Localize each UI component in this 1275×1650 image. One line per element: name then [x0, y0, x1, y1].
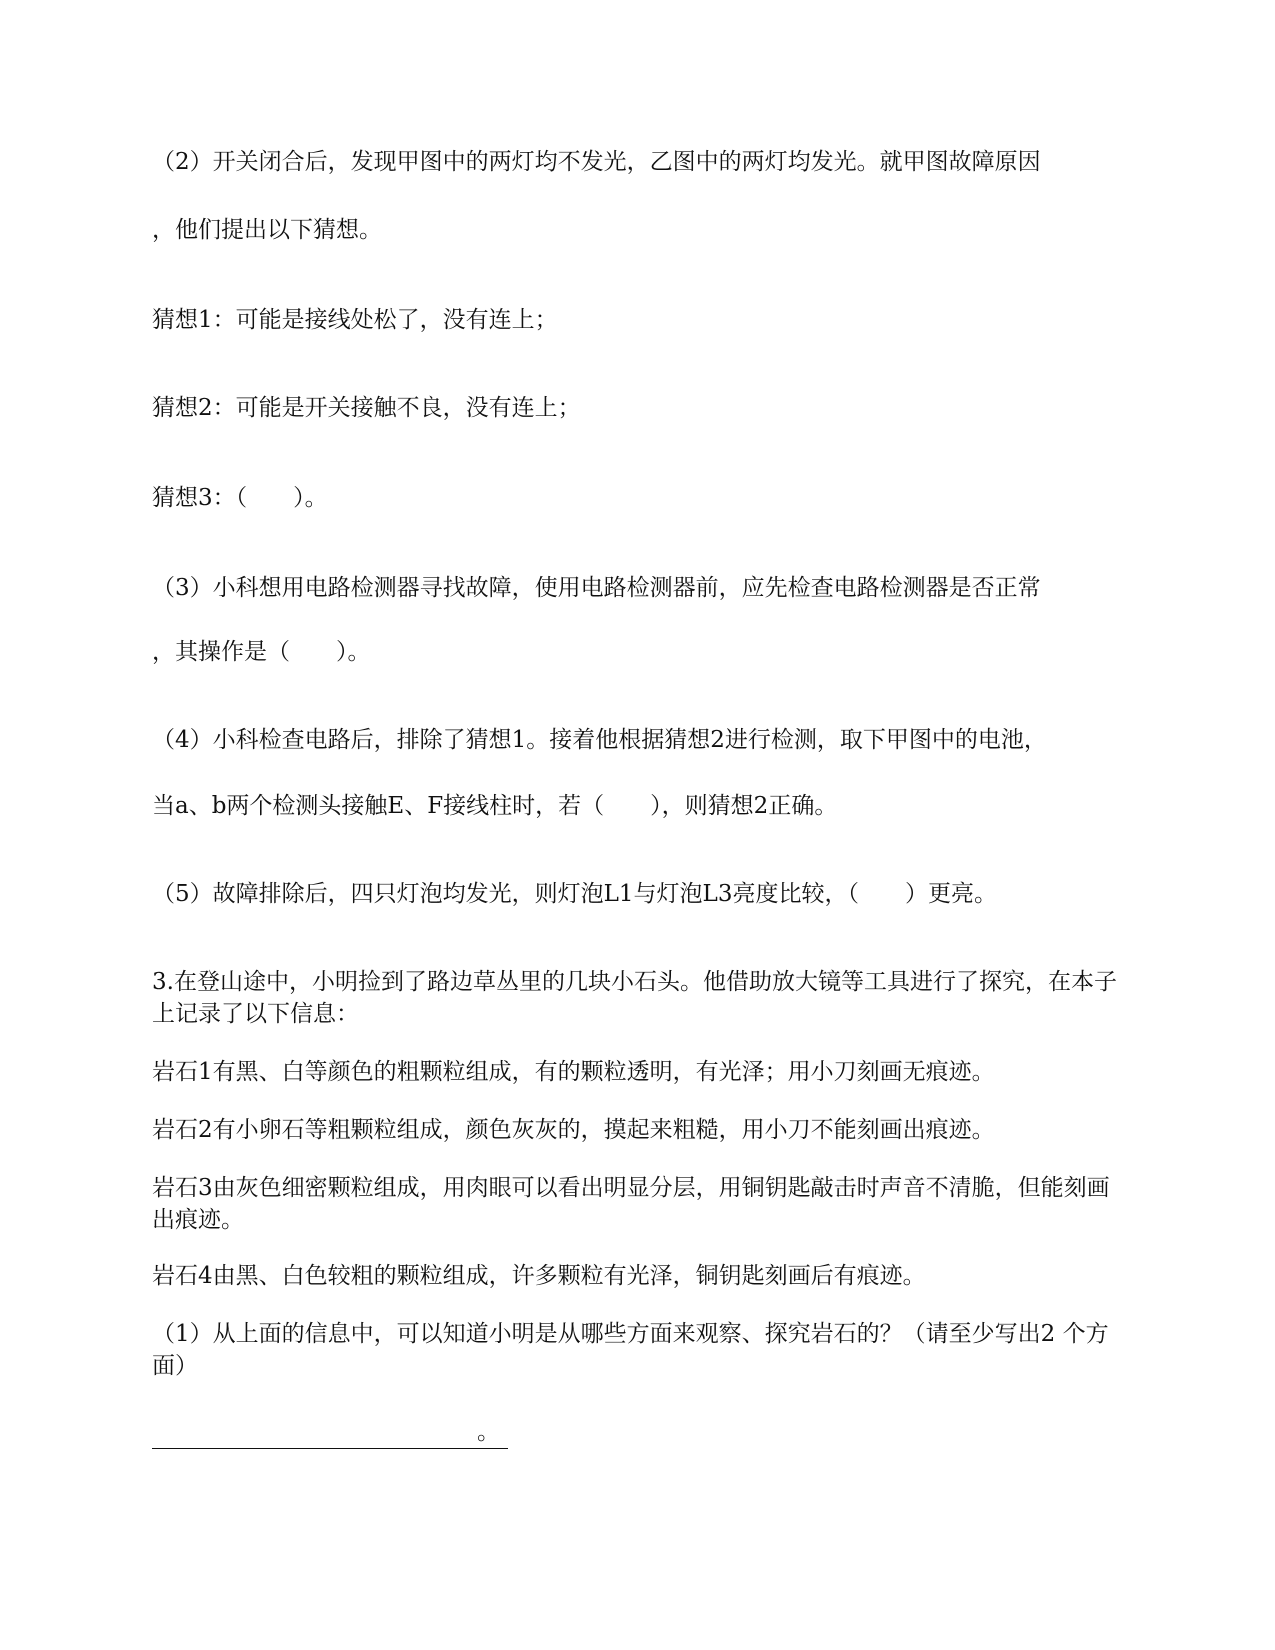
answer-blank[interactable]	[152, 1422, 477, 1449]
answer-period: 。	[477, 1416, 508, 1449]
q2-part5: （5）故障排除后，四只灯泡均发光，则灯泡L1与灯泡L3亮度比较，（ ）更亮。	[152, 881, 997, 907]
q3-intro: 3.在登山途中，小明捡到了路边草丛里的几块小石头。他借助放大镜等工具进行了探究，在本子上记录了以下信息：	[152, 969, 1117, 1027]
q2-part3-line2: ，其操作是（ ）。	[152, 639, 371, 665]
rock-4-description: 岩石4由黑、白色较粗的颗粒组成，许多颗粒有光泽，铜钥匙刻画后有痕迹。	[152, 1263, 926, 1289]
q2-part2-line2: ，他们提出以下猜想。	[152, 217, 382, 243]
guess-2: 猜想2：可能是开关接触不良，没有连上；	[152, 395, 581, 421]
q2-part2-line1: （2）开关闭合后，发现甲图中的两灯均不发光，乙图中的两灯均发光。就甲图故障原因	[152, 149, 1041, 175]
guess-3: 猜想3：（ ）。	[152, 485, 328, 511]
rock-2-description: 岩石2有小卵石等粗颗粒组成，颜色灰灰的，摸起来粗糙，用小刀不能刻画出痕迹。	[152, 1117, 995, 1143]
answer-line[interactable]	[152, 1416, 508, 1449]
guess-1: 猜想1：可能是接线处松了，没有连上；	[152, 307, 558, 333]
q3-part1: （1）从上面的信息中，可以知道小明是从哪些方面来观察、探究岩石的？（请至少写出2 个方面）	[152, 1321, 1109, 1379]
q2-part4-line2: 当a、b两个检测头接触E、F接线柱时，若（ ），则猜想2正确。	[152, 793, 838, 819]
rock-1-description: 岩石1有黑、白等颜色的粗颗粒组成，有的颗粒透明，有光泽；用小刀刻画无痕迹。	[152, 1059, 995, 1085]
rock-3-description: 岩石3由灰色细密颗粒组成，用肉眼可以看出明显分层，用铜钥匙敲击时声音不清脆，但能刻画出痕迹。	[152, 1175, 1110, 1233]
q2-part3-line1: （3）小科想用电路检测器寻找故障，使用电路检测器前，应先检查电路检测器是否正常	[152, 575, 1041, 601]
q2-part4-line1: （4）小科检查电路后，排除了猜想1。接着他根据猜想2进行检测，取下甲图中的电池，	[152, 727, 1047, 753]
